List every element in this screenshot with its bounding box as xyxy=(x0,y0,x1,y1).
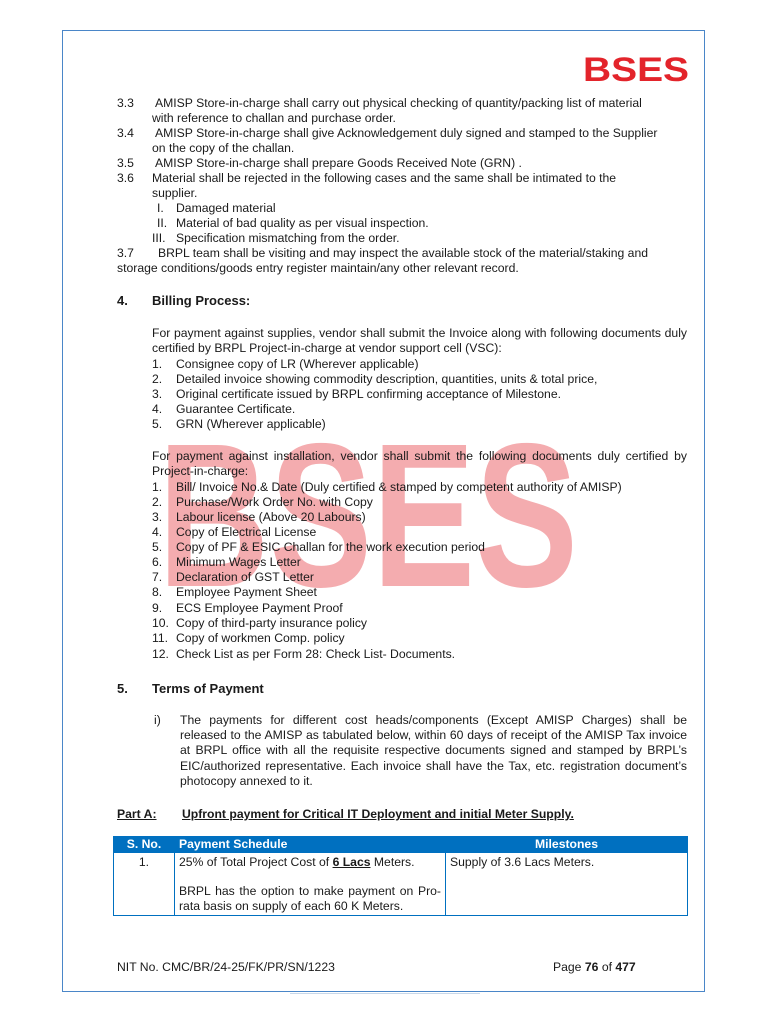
list-item: Minimum Wages Letter xyxy=(176,555,301,569)
list-number: 4. xyxy=(152,402,163,416)
list-number: 1. xyxy=(152,357,163,371)
list-number: 3. xyxy=(152,387,163,401)
item-text: Material shall be rejected in the following cases and the same shall be intimated to the xyxy=(152,171,617,185)
list-item: ECS Employee Payment Proof xyxy=(176,601,343,615)
header-sno: S. No. xyxy=(114,837,175,853)
list-number: 9. xyxy=(152,601,163,615)
list-number: 7. xyxy=(152,570,163,584)
rejection-number: II. xyxy=(157,216,168,230)
page-bottom-rule xyxy=(290,993,480,994)
footer-page-number xyxy=(553,960,636,974)
list-number: 12. xyxy=(152,647,169,661)
list-item: Declaration of GST Letter xyxy=(176,570,314,584)
item-text: AMISP Store-in-charge shall prepare Goods Received Note (GRN) . xyxy=(155,156,522,170)
item-text: with reference to challan and purchase order. xyxy=(152,111,396,125)
item-number: 3.4 xyxy=(117,126,134,140)
list-item: Purchase/Work Order No. with Copy xyxy=(176,495,373,509)
list-item: Labour license (Above 20 Labours) xyxy=(176,510,366,524)
schedule-text-end: Meters. xyxy=(370,855,415,869)
cell-sno: 1. xyxy=(114,853,175,916)
page-current: 76 xyxy=(584,960,599,974)
list-number: 4. xyxy=(152,525,163,539)
list-item: Copy of PF & ESIC Challan for the work execution period xyxy=(176,540,485,554)
list-item: Guarantee Certificate. xyxy=(176,402,296,416)
terms-item-number: i) xyxy=(154,713,161,727)
item-text: BRPL team shall be visiting and may inspect the available stock of the material/staking and xyxy=(158,246,649,260)
list-item: Copy of Electrical License xyxy=(176,525,317,539)
of-word: of xyxy=(601,960,612,974)
header-payment-schedule: Payment Schedule xyxy=(175,837,446,853)
billing-intro-installation: For payment against installation, vendor shall submit the following documents duly certified by Project-in-charge: xyxy=(152,449,687,479)
list-number: 8. xyxy=(152,585,163,599)
page-total: 477 xyxy=(615,960,636,974)
section-heading: Terms of Payment xyxy=(152,681,264,696)
list-item: Detailed invoice showing commodity description, quantities, units & total price, xyxy=(176,372,598,386)
item-text: on the copy of the challan. xyxy=(152,141,295,155)
item-number: 3.6 xyxy=(117,171,134,185)
bses-logo xyxy=(583,54,689,84)
schedule-quantity: 6 Lacs xyxy=(332,855,371,869)
item-text: storage conditions/goods entry register maintain/any other relevant record. xyxy=(117,261,519,275)
list-number: 5. xyxy=(152,417,163,431)
table-row xyxy=(114,853,688,916)
list-item: Employee Payment Sheet xyxy=(176,585,317,599)
item-text: AMISP Store-in-charge shall give Acknowledgement duly signed and stamped to the Supplier xyxy=(155,126,658,140)
list-item: GRN (Wherever applicable) xyxy=(176,417,326,431)
schedule-note: BRPL has the option to make payment on Pro-rata basis on supply of each 60 K Meters. xyxy=(179,883,441,913)
section-number: 5. xyxy=(117,681,128,696)
page-word: Page xyxy=(553,960,582,974)
cell-milestone: Supply of 3.6 Lacs Meters. xyxy=(446,853,688,916)
section-number: 4. xyxy=(117,293,128,308)
rejection-text: Material of bad quality as per visual inspection. xyxy=(176,216,429,230)
watermark-text: BSES xyxy=(158,418,578,598)
part-a-title: Upfront payment for Critical IT Deployment and initial Meter Supply. xyxy=(182,807,574,821)
item-text: supplier. xyxy=(152,186,198,200)
item-text: AMISP Store-in-charge shall carry out physical checking of quantity/packing list of material xyxy=(155,96,642,110)
rejection-text: Damaged material xyxy=(176,201,276,215)
list-item: Copy of third-party insurance policy xyxy=(176,616,368,630)
header-milestones: Milestones xyxy=(446,837,688,853)
item-number: 3.5 xyxy=(117,156,134,170)
rejection-text: Specification mismatching from the order. xyxy=(176,231,400,245)
item-number: 3.7 xyxy=(117,246,134,260)
terms-item-text: The payments for different cost heads/components (Except AMISP Charges) shall be released to the AMISP as tabulated below, within 60 days of receipt of the AMISP Tax invoice at BRPL office with all the requisite respective documents signed and stamped by BRPL’s EIC/authorized representative. Each invoice shall have the Tax, etc. registration document’s photocopy annexed to it. xyxy=(180,713,687,788)
bses-logo-text: BSES xyxy=(583,54,689,84)
list-number: 5. xyxy=(152,540,163,554)
list-number: 10. xyxy=(152,616,169,630)
table-header-row xyxy=(114,837,688,853)
list-item: Consignee copy of LR (Wherever applicable) xyxy=(176,357,419,371)
list-number: 6. xyxy=(152,555,163,569)
list-number: 3. xyxy=(152,510,163,524)
list-item: Check List as per Form 28: Check List- Documents. xyxy=(176,647,456,661)
list-item: Original certificate issued by BRPL confirming acceptance of Milestone. xyxy=(176,387,561,401)
list-number: 1. xyxy=(152,480,163,494)
rejection-number: I. xyxy=(157,201,164,215)
rejection-number: III. xyxy=(152,231,166,245)
cell-payment-schedule xyxy=(175,853,446,916)
list-number: 2. xyxy=(152,372,163,386)
footer-nit: NIT No. CMC/BR/24-25/FK/PR/SN/1223 xyxy=(117,960,335,974)
section-heading: Billing Process: xyxy=(152,293,251,308)
list-item: Bill/ Invoice No.& Date (Duly certified & stamped by competent authority of AMISP) xyxy=(176,480,622,494)
payment-table xyxy=(113,836,688,916)
part-a-label: Part A: xyxy=(117,807,157,821)
list-item: Copy of workmen Comp. policy xyxy=(176,631,345,645)
list-number: 11. xyxy=(152,631,169,645)
item-number: 3.3 xyxy=(117,96,134,110)
list-number: 2. xyxy=(152,495,163,509)
billing-intro-supplies: For payment against supplies, vendor shall submit the Invoice along with following documents duly certified by BRPL Project-in-charge at vendor support cell (VSC): xyxy=(152,326,687,356)
schedule-text: 25% of Total Project Cost of xyxy=(179,855,333,869)
